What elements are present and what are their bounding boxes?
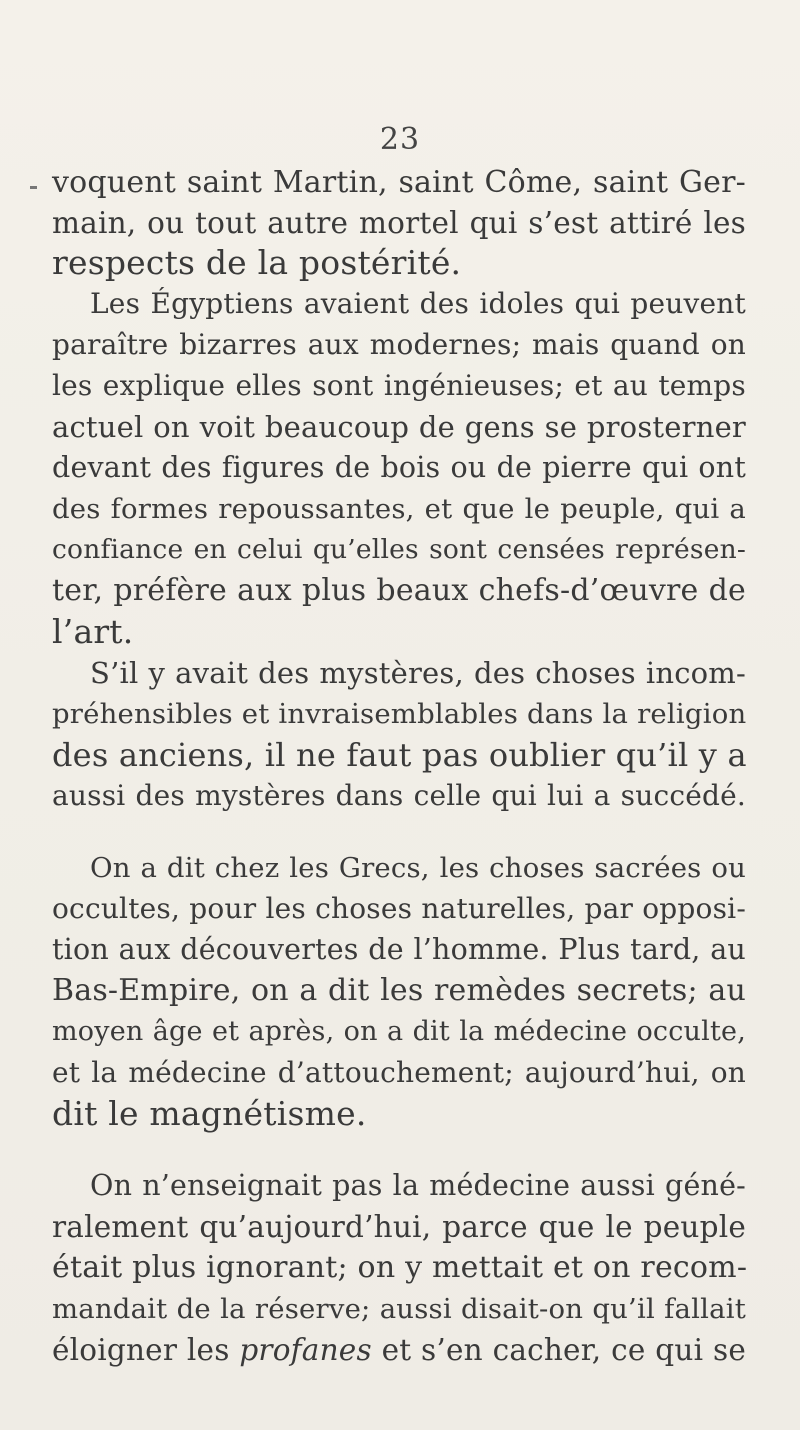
text-line: main, ou tout autre mortel qui s’est attiré les bbox=[52, 206, 746, 240]
text-segment: éloigner les bbox=[52, 1333, 240, 1367]
text-line: tion aux découvertes de l’homme. Plus tard, au bbox=[52, 933, 746, 966]
text-line: Bas-Empire, on a dit les remèdes secrets; au bbox=[52, 973, 746, 1008]
text-line: ralement qu’aujourd’hui, parce que le peuple bbox=[52, 1210, 746, 1244]
text-line: S’il y avait des mystères, des choses incom- bbox=[90, 656, 746, 690]
text-line: et la médecine d’attouchement; aujourd’hui, on bbox=[52, 1056, 746, 1089]
text-line: l’art. bbox=[52, 612, 134, 651]
text-line: paraître bizarres aux modernes; mais quand on bbox=[52, 328, 746, 361]
text-line-with-italic bbox=[52, 1330, 746, 1370]
text-line: actuel on voit beaucoup de gens se prosterner bbox=[52, 410, 746, 444]
text-line: des anciens, il ne faut pas oublier qu’il y a bbox=[52, 736, 747, 774]
text-line: moyen âge et après, on a dit la médecine occulte, bbox=[52, 1016, 746, 1047]
text-line: On a dit chez les Grecs, les choses sacrées ou bbox=[90, 852, 746, 884]
text-line: aussi des mystères dans celle qui lui a succédé. bbox=[52, 779, 746, 812]
text-line: préhensibles et invraisemblables dans la religion bbox=[52, 698, 747, 730]
text-line: devant des figures de bois ou de pierre qui ont bbox=[52, 451, 746, 484]
text-line: confiance en celui qu’elles sont censées représen- bbox=[52, 534, 746, 565]
text-line: respects de la postérité. bbox=[52, 243, 462, 282]
text-line: Les Égyptiens avaient des idoles qui peuvent bbox=[90, 287, 746, 320]
text-line: les explique elles sont ingénieuses; et au temps bbox=[52, 369, 746, 402]
margin-mark bbox=[30, 186, 37, 189]
text-line: mandait de la réserve; aussi disait-on qu’il fallait bbox=[52, 1293, 746, 1325]
italic-word: profanes bbox=[239, 1333, 372, 1367]
text-line: dit le magnétisme. bbox=[52, 1094, 367, 1133]
page-number: 23 bbox=[379, 122, 421, 157]
text-line: voquent saint Martin, saint Côme, saint Ger- bbox=[52, 165, 746, 200]
text-segment: et s’en cacher, ce qui se bbox=[371, 1333, 746, 1367]
text-line: On n’enseignait pas la médecine aussi géné- bbox=[90, 1169, 746, 1202]
text-line: des formes repoussantes, et que le peuple, qui a bbox=[52, 493, 746, 525]
text-line: était plus ignorant; on y mettait et on recom- bbox=[52, 1250, 748, 1285]
text-line: occultes, pour les choses naturelles, par opposi- bbox=[52, 892, 746, 925]
text-line: ter, préfère aux plus beaux chefs-d’œuvre de bbox=[52, 573, 746, 608]
